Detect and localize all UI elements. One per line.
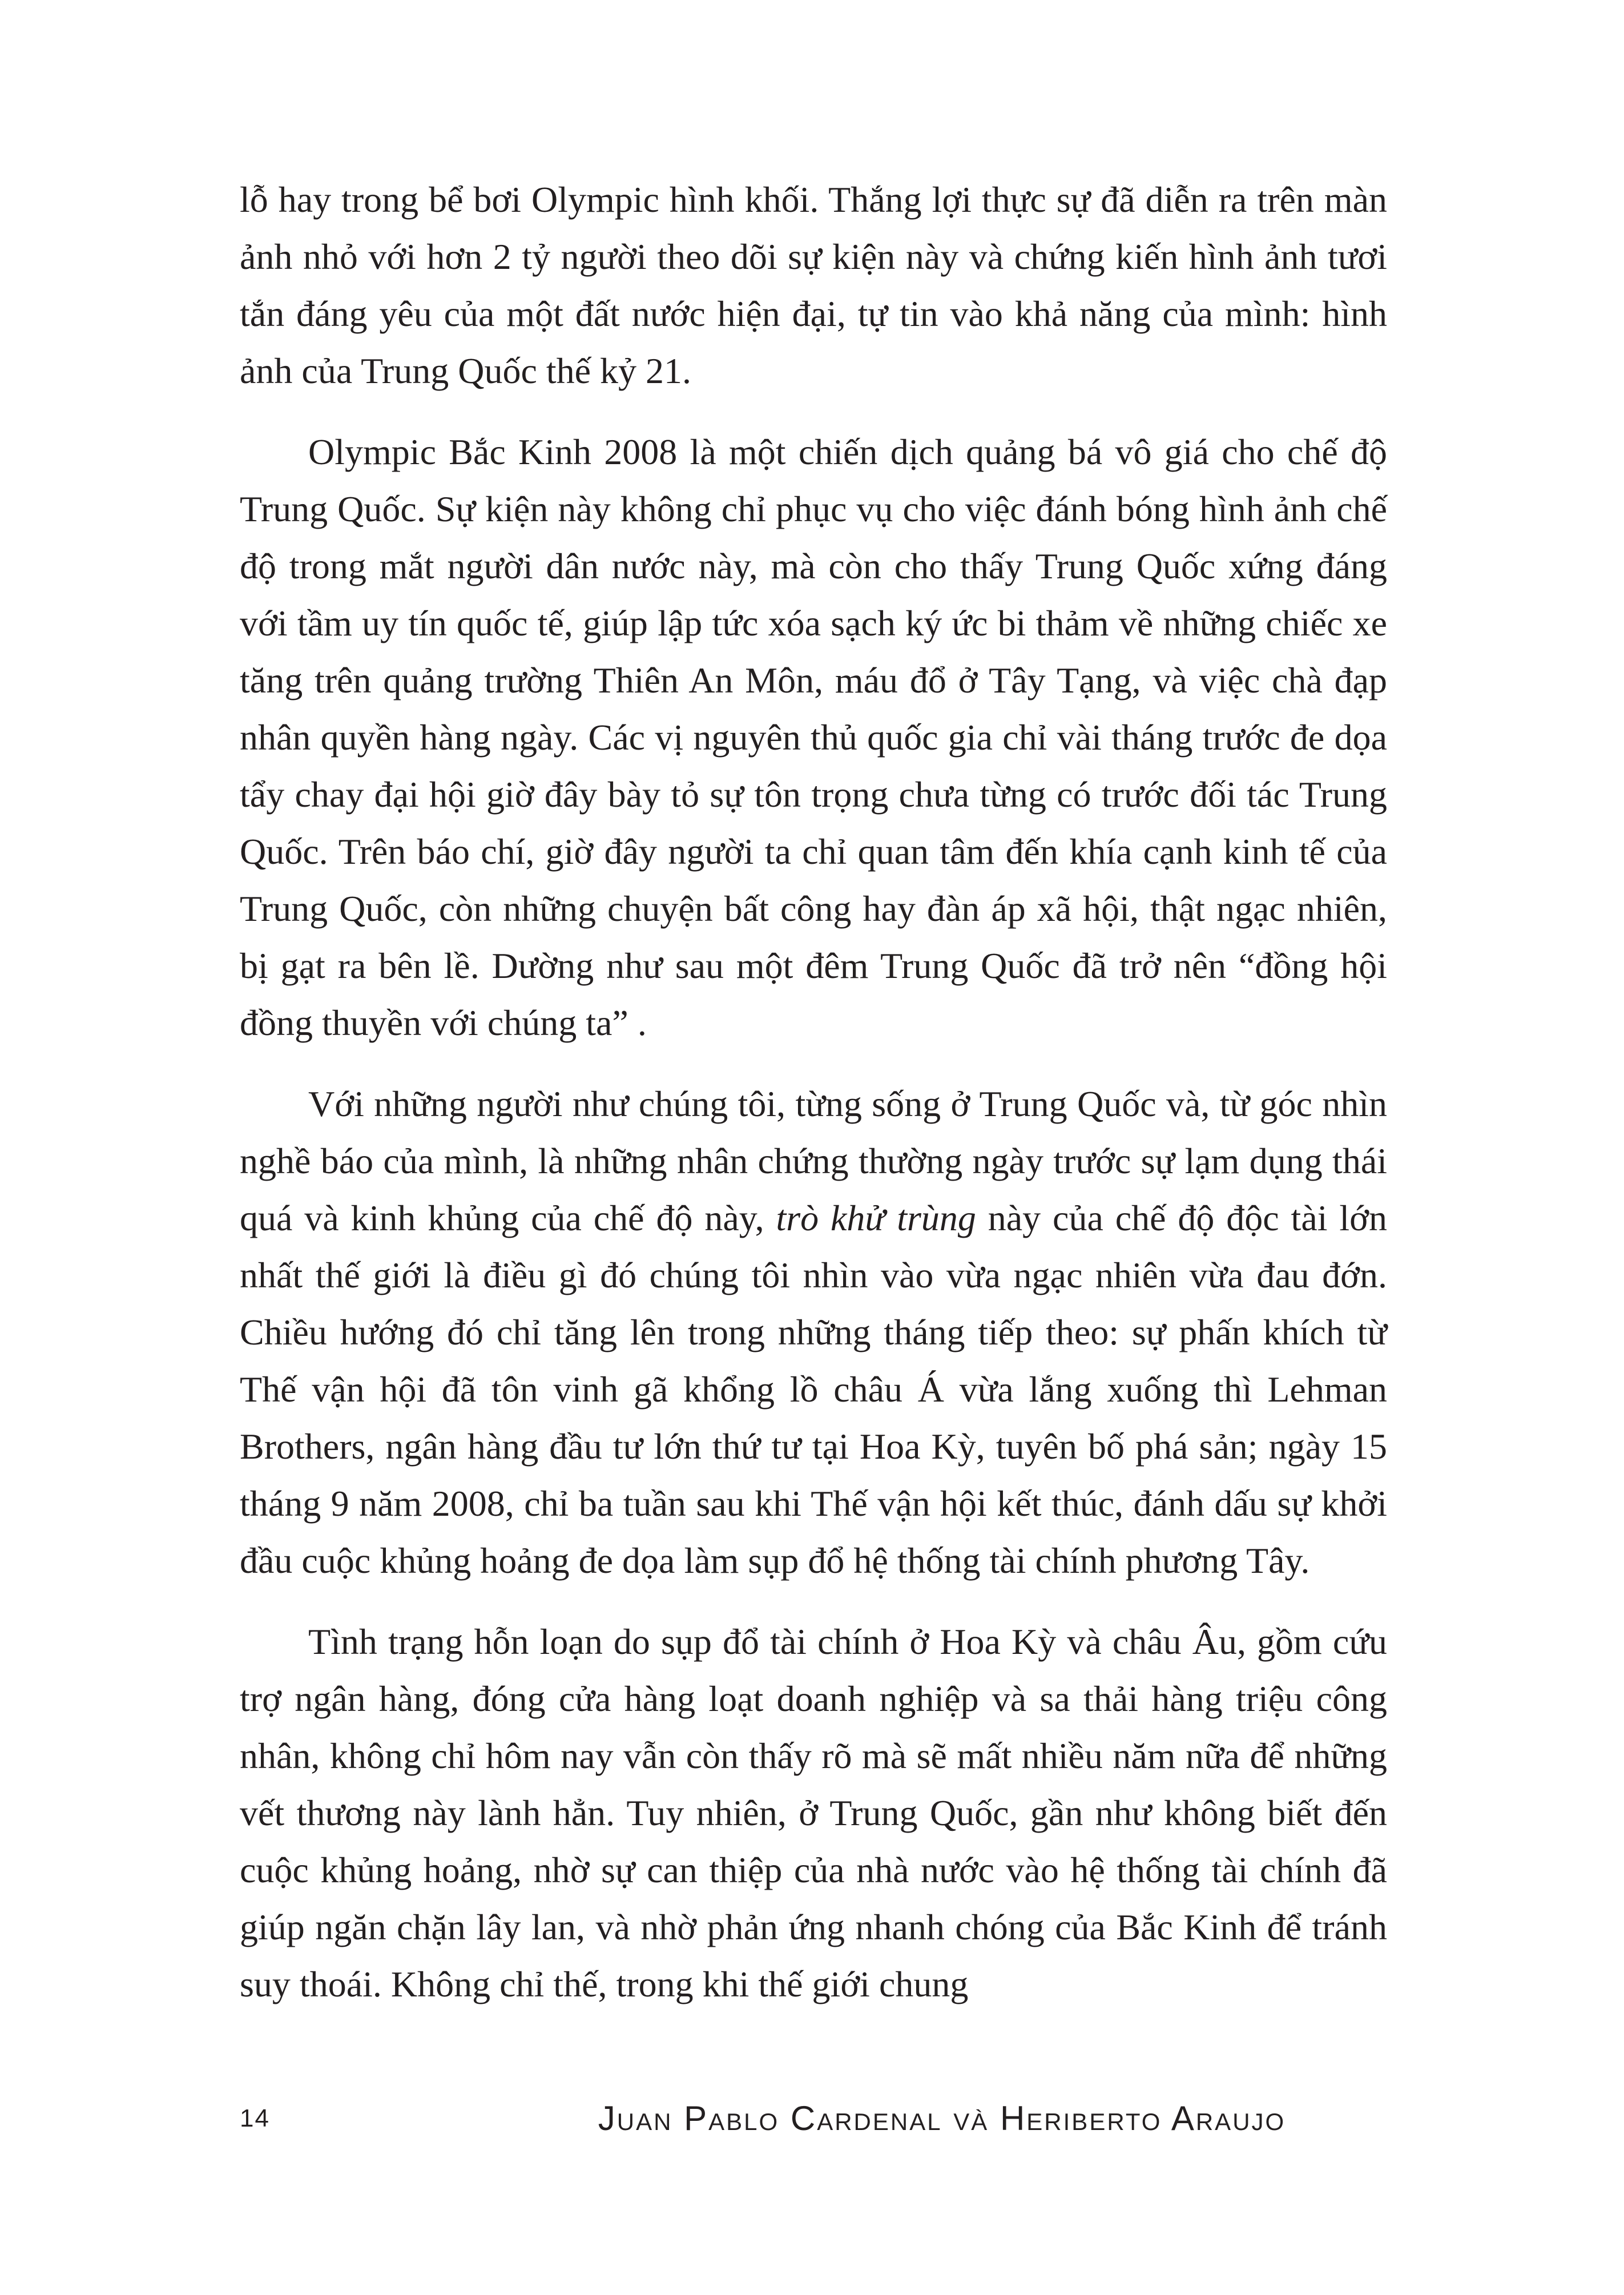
body-text xyxy=(240,171,1387,2013)
paragraph-3-italic-phrase: trò khử trùng xyxy=(776,1198,976,1238)
paragraph-3 xyxy=(240,1076,1387,1589)
running-head-authors: Juan Pablo Cardenal và Heriberto Araujo xyxy=(598,2099,1286,2137)
page-footer xyxy=(240,2099,1387,2144)
page-number: 14 xyxy=(240,2104,270,2132)
paragraph-1: lỗ hay trong bể bơi Olympic hình khối. Thắng lợi thực sự đã diễn ra trên màn ảnh nhỏ với hơn 2 tỷ người theo dõi sự kiện này và chứng kiến hình ảnh tươi tắn đáng yêu của một đất nước hiện đại, tự tin vào khả năng của mình: hình ảnh của Trung Quốc thế kỷ 21. xyxy=(240,179,1387,391)
paragraph-3-text-after: này của chế độ độc tài lớn nhất thế giới là điều gì đó chúng tôi nhìn vào vừa ngạc nhiên vừa đau đớn. Chiều hướng đó chỉ tăng lên trong những tháng tiếp theo: sự phấn khích từ Thế vận hội đã tôn vinh gã khổng lồ châu Á vừa lắng xuống thì Lehman Brothers, ngân hàng đầu tư lớn thứ tư tại Hoa Kỳ, tuyên bố phá sản; ngày 15 tháng 9 năm 2008, chỉ ba tuần sau khi Thế vận hội kết thúc, đánh dấu sự khởi đầu cuộc khủng hoảng đe dọa làm sụp đổ hệ thống tài chính phương Tây. xyxy=(240,1198,1388,1581)
paragraph-2: Olympic Bắc Kinh 2008 là một chiến dịch quảng bá vô giá cho chế độ Trung Quốc. Sự kiện này không chỉ phục vụ cho việc đánh bóng hình ảnh chế độ trong mắt người dân nước này, mà còn cho thấy Trung Quốc xứng đáng với tầm uy tín quốc tế, giúp lập tức xóa sạch ký ức bi thảm về những chiếc xe tăng trên quảng trường Thiên An Môn, máu đổ ở Tây Tạng, và việc chà đạp nhân quyền hàng ngày. Các vị nguyên thủ quốc gia chỉ vài tháng trước đe dọa tẩy chay đại hội giờ đây bày tỏ sự tôn trọng chưa từng có trước đối tác Trung Quốc. Trên báo chí, giờ đây người ta chỉ quan tâm đến khía cạnh kinh tế của Trung Quốc, còn những chuyện bất công hay đàn áp xã hội, thật ngạc nhiên, bị gạt ra bên lề. Dường như sau một đêm Trung Quốc đã trở nên “đồng hội đồng thuyền với chúng ta” . xyxy=(240,432,1387,1043)
paragraph-3-text-before: Với những người như chúng tôi, từng sống ở Trung Quốc và, từ góc nhìn nghề báo của mình, là những nhân chứng thường ngày trước sự lạm dụng thái quá và kinh khủng của chế độ này, xyxy=(240,1084,1387,1238)
paragraph-4: Tình trạng hỗn loạn do sụp đổ tài chính ở Hoa Kỳ và châu Âu, gồm cứu trợ ngân hàng, đóng cửa hàng loạt doanh nghiệp và sa thải hàng triệu công nhân, không chỉ hôm nay vẫn còn thấy rõ mà sẽ mất nhiều năm nữa để những vết thương này lành hẳn. Tuy nhiên, ở Trung Quốc, gần như không biết đến cuộc khủng hoảng, nhờ sự can thiệp của nhà nước vào hệ thống tài chính đã giúp ngăn chặn lây lan, và nhờ phản ứng nhanh chóng của Bắc Kinh để tránh suy thoái. Không chỉ thế, trong khi thế giới chung xyxy=(240,1621,1387,2004)
